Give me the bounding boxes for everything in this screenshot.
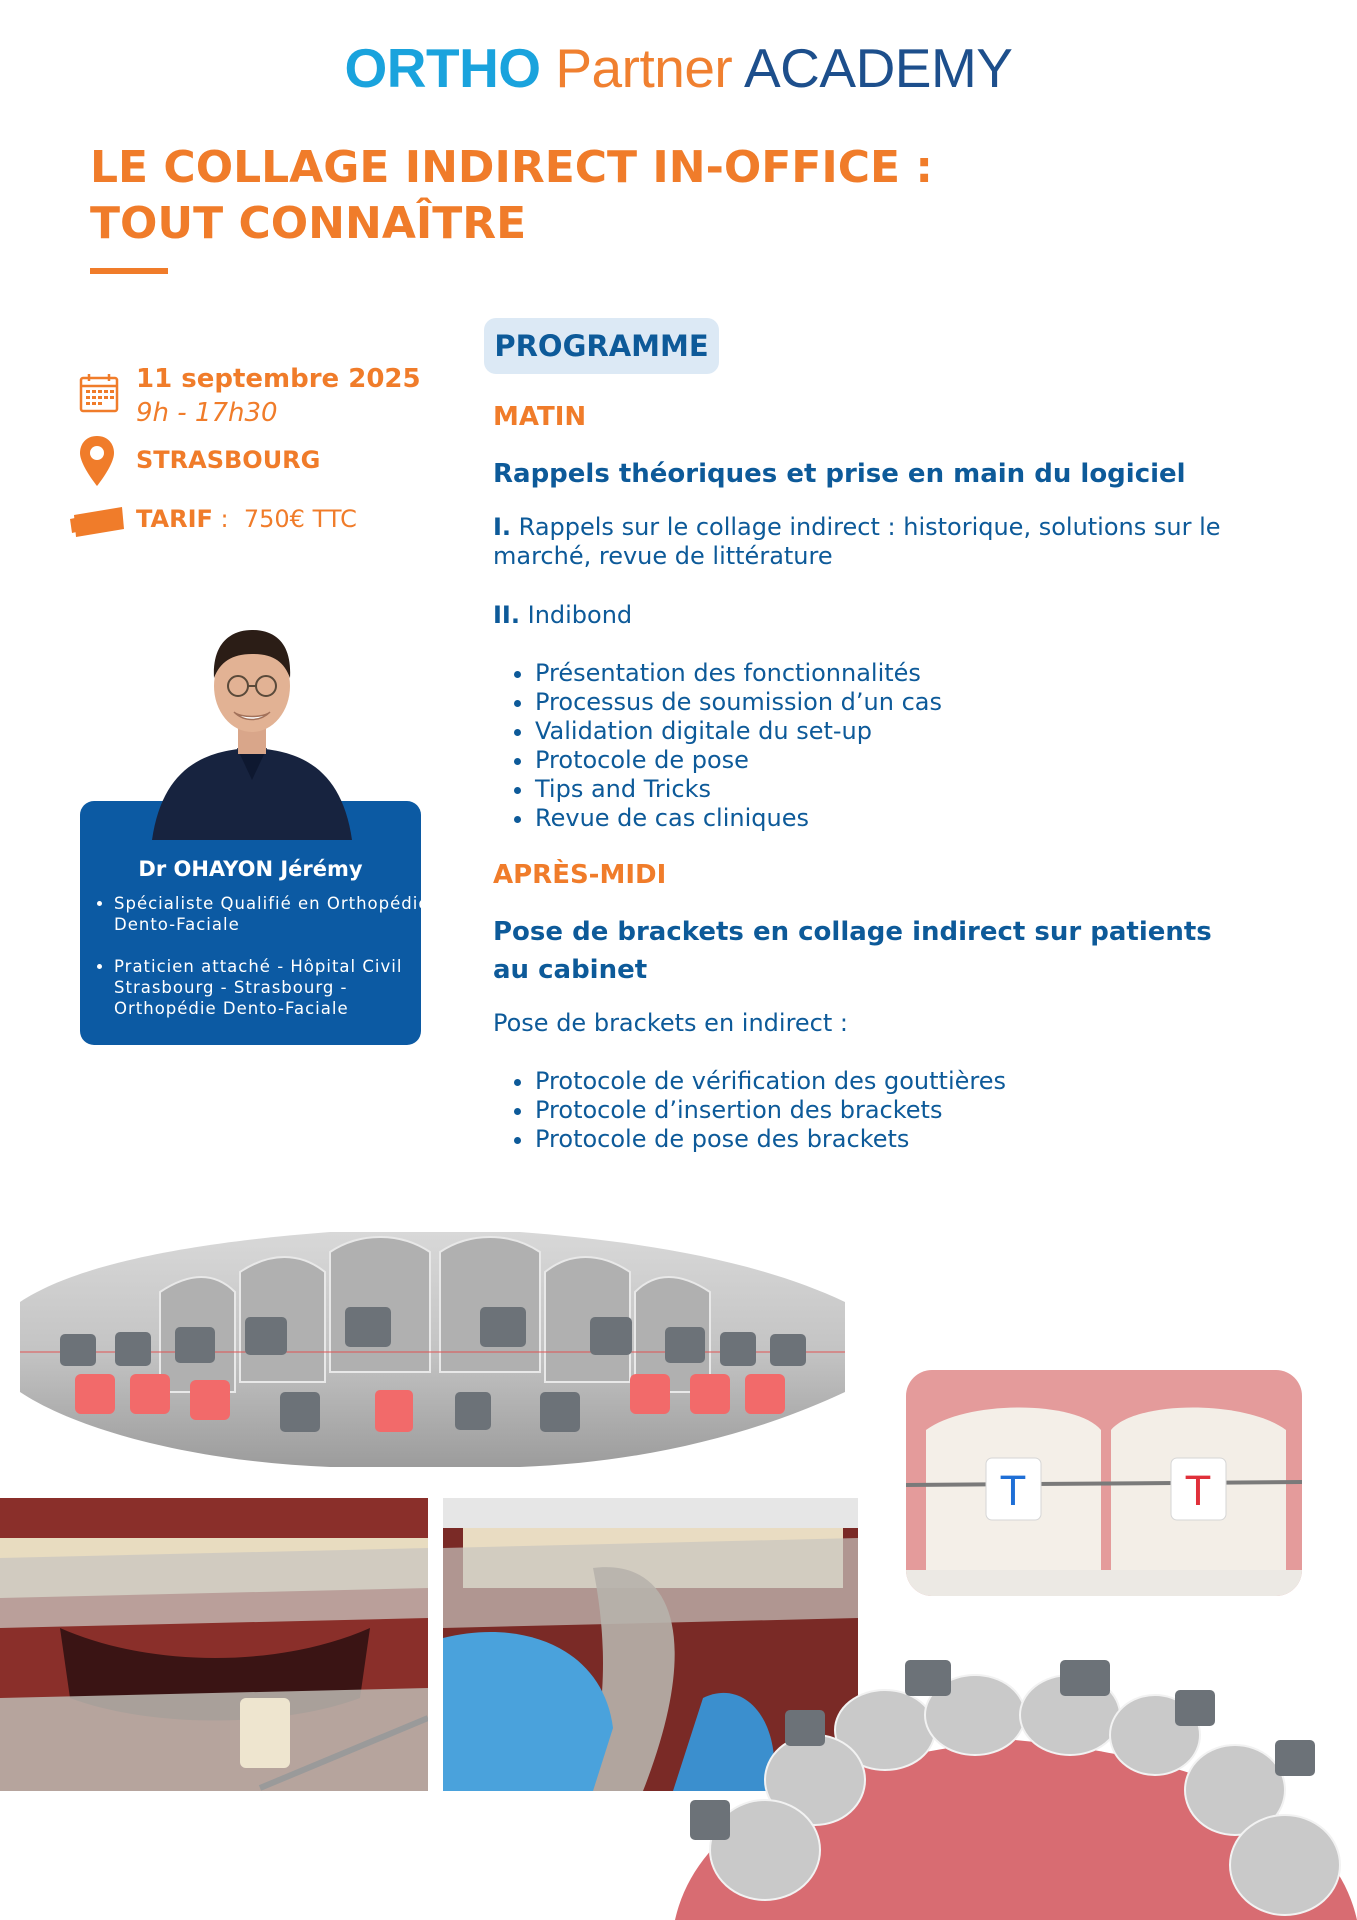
list-item: • Protocole de vérification des gouttières [535,1067,1006,1096]
clinical-photo-closeup [906,1370,1302,1596]
morning-item-2 [493,601,632,630]
afternoon-intro: Pose de brackets en indirect : [493,1009,848,1037]
list-item: • Tips and Tricks [535,775,942,804]
event-time: 9h - 17h30 [136,398,278,428]
brand-ortho: ORTHO [344,37,541,99]
list-item: • Présentation des fonctionnalités [535,659,942,688]
list-item: • Protocole de pose [535,746,942,775]
clinical-photo-trays [0,1498,428,1791]
speaker-roles [94,893,434,1040]
morning-heading: MATIN [493,402,587,432]
event-tarif [136,505,357,533]
event-city: STRASBOURG [136,446,321,474]
ticket-icon [70,505,126,539]
event-date: 11 septembre 2025 [136,364,421,394]
brand-academy: ACADEMY [744,37,1013,99]
title-underline [90,268,168,274]
digital-setup-render [0,1222,860,1482]
morning-item-2-number: II. [493,601,520,629]
title-line-2: TOUT CONNAÎTRE [90,198,527,249]
afternoon-subtitle: Pose de brackets en collage indirect sur patients au cabinet [493,917,1212,985]
list-item: • Processus de soumission d’un cas [535,688,942,717]
morning-bullet-list [493,659,942,833]
tarif-separator: : [212,505,244,533]
list-item: • Protocole d’insertion des brackets [535,1096,1006,1125]
morning-subtitle: Rappels théoriques et prise en main du logiciel [493,459,1186,489]
digital-arch-render [675,1640,1357,1920]
speaker-role-2: • Praticien attaché - Hôpital Civil Strasbourg - Strasbourg - Orthopédie Dento-Faciale [114,956,434,1019]
page-title [90,140,933,252]
location-pin-icon [78,434,116,488]
morning-item-1-text: Rappels sur le collage indirect : historique, solutions sur le marché, revue de littérature [493,513,1221,570]
speaker-photo [152,620,352,840]
tarif-label: TARIF [136,505,213,533]
brand-logo [0,36,1357,100]
list-item: • Revue de cas cliniques [535,804,942,833]
title-line-1: LE COLLAGE INDIRECT IN-OFFICE : [90,142,933,193]
morning-item-1-number: I. [493,513,512,541]
calendar-icon [78,372,120,414]
brand-partner: Partner [555,37,733,99]
programme-label: PROGRAMME [494,329,709,363]
afternoon-heading: APRÈS-MIDI [493,860,667,890]
speaker-role-1: • Spécialiste Qualifié en Orthopédie Dento-Faciale [114,893,434,935]
morning-item-2-text: Indibond [519,601,633,629]
tarif-value: 750€ TTC [243,505,357,533]
morning-item-1 [493,513,1318,571]
list-item: • Protocole de pose des brackets [535,1125,1006,1154]
svg-text:T: T [1185,1469,1211,1515]
speaker-name: Dr OHAYON Jérémy [138,857,363,881]
list-item: • Validation digitale du set-up [535,717,942,746]
svg-text:T: T [1000,1469,1026,1515]
afternoon-bullet-list [493,1067,1006,1154]
